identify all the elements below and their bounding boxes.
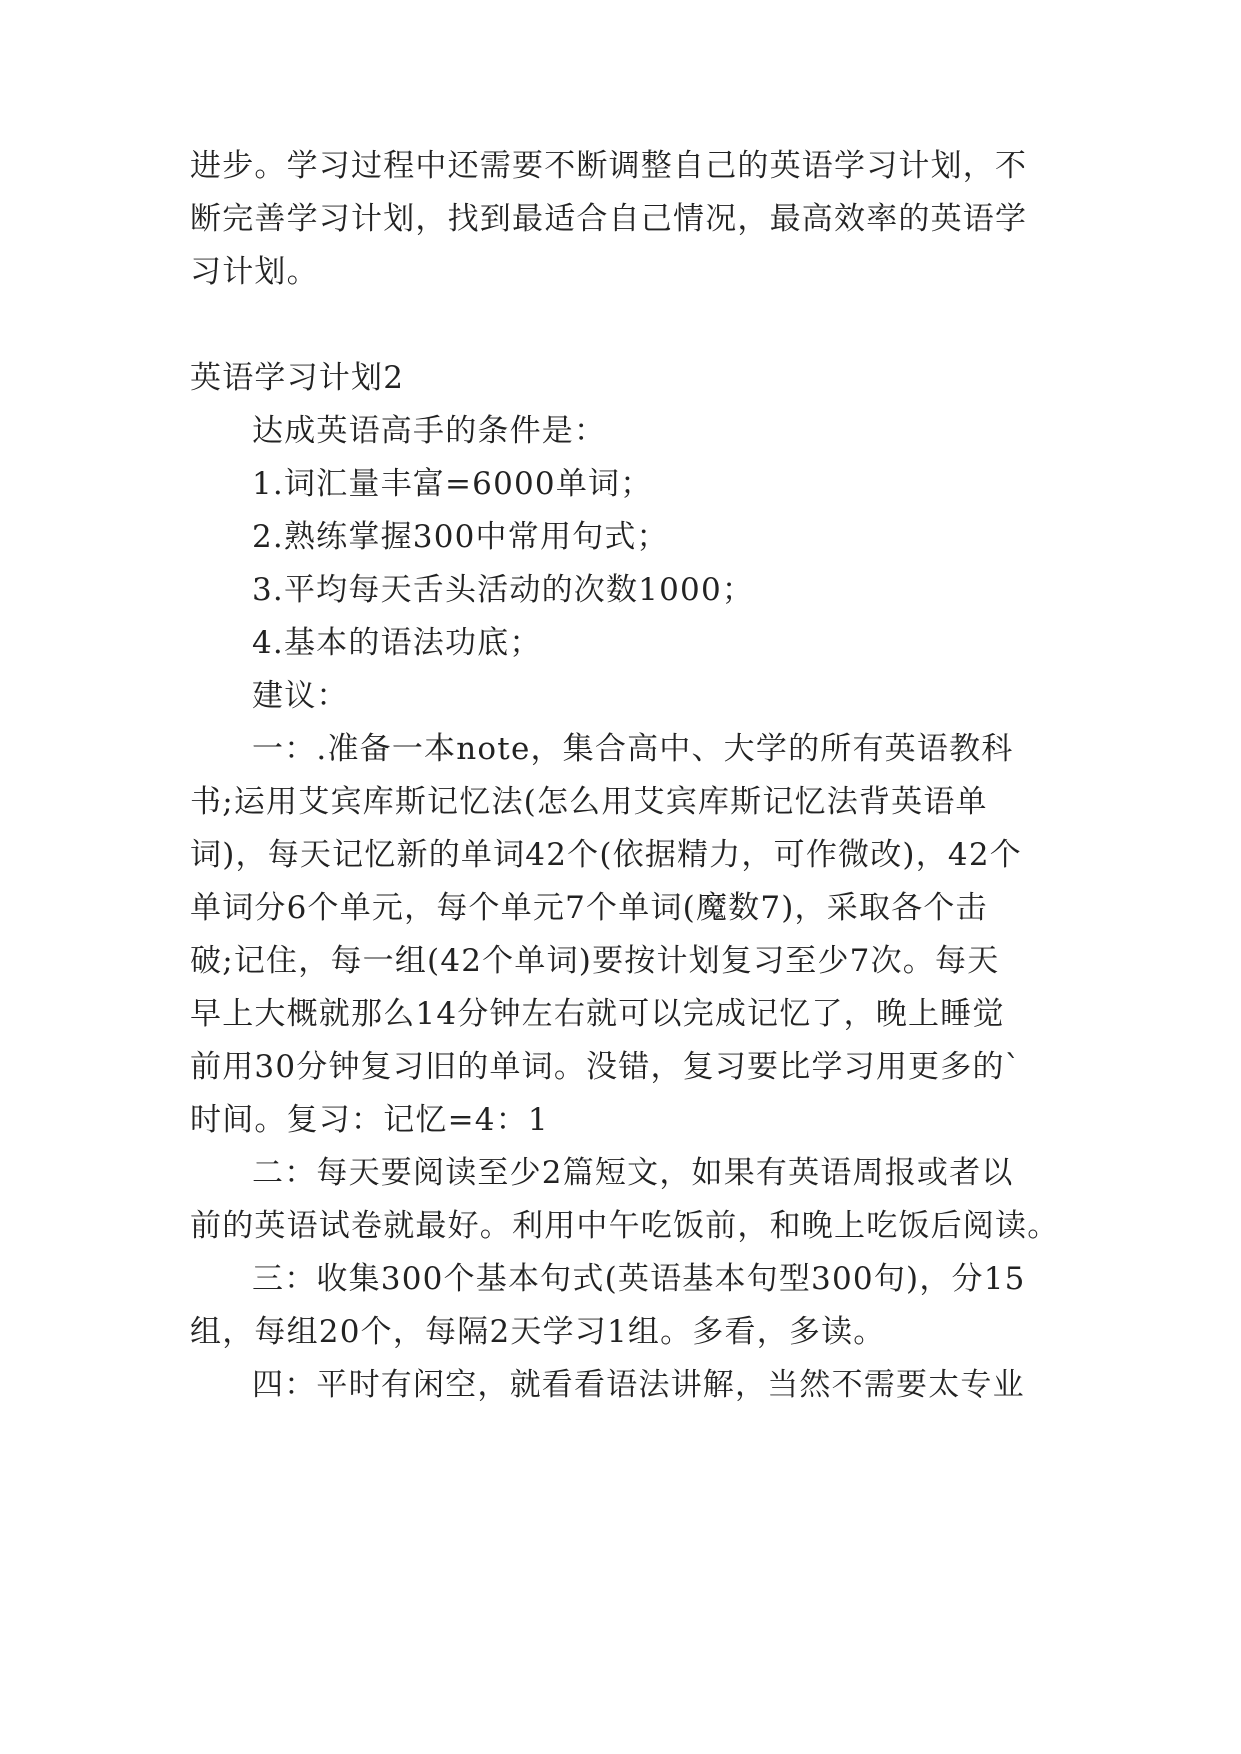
advice-heading: 建议： — [252, 678, 349, 714]
condition-item-3: 3.平均每天舌头活动的次数1000； — [252, 572, 755, 608]
advice-three-line-1: 三：收集300个基本句式(英语基本句型300句)，分15 — [252, 1261, 1026, 1297]
advice-one-line-6: 早上大概就那么14分钟左右就可以完成记忆了，晚上睡觉 — [190, 996, 1005, 1032]
advice-one-line-2: 书;运用艾宾库斯记忆法(怎么用艾宾库斯记忆法背英语单 — [190, 784, 988, 820]
advice-three-line-2: 组，每组20个，每隔2天学习1组。多看，多读。 — [190, 1314, 886, 1350]
condition-item-2: 2.熟练掌握300中常用句式； — [252, 519, 669, 555]
intro-line-1: 进步。学习过程中还需要不断调整自己的英语学习计划，不 — [190, 148, 1028, 184]
advice-two-line-1: 二：每天要阅读至少2篇短文，如果有英语周报或者以 — [252, 1155, 1014, 1191]
section-title: 英语学习计划2 — [190, 360, 405, 396]
advice-one-line-3: 词)，每天记忆新的单词42个(依据精力，可作微改)，42个 — [190, 837, 1022, 873]
condition-item-4: 4.基本的语法功底； — [252, 625, 542, 661]
condition-item-1: 1.词汇量丰富=6000单词； — [252, 466, 653, 502]
conditions-heading: 达成英语高手的条件是： — [252, 413, 607, 449]
advice-two-line-2: 前的英语试卷就最好。利用中午吃饭前，和晚上吃饭后阅读。 — [190, 1208, 1060, 1244]
intro-line-2: 断完善学习计划，找到最适合自己情况，最高效率的英语学 — [190, 201, 1028, 237]
advice-one-line-1: 一：.准备一本note，集合高中、大学的所有英语教科 — [252, 731, 1014, 767]
advice-one-line-5: 破;记住，每一组(42个单词)要按计划复习至少7次。每天 — [190, 943, 1000, 979]
advice-one-line-7: 前用30分钟复习旧的单词。没错，复习要比学习用更多的` — [190, 1049, 1022, 1085]
intro-line-3: 习计划。 — [190, 254, 319, 290]
advice-four-line-1: 四：平时有闲空，就看看语法讲解，当然不需要太专业 — [252, 1367, 1025, 1403]
advice-one-line-4: 单词分6个单元，每个单元7个单词(魔数7)，采取各个击 — [190, 890, 988, 926]
advice-one-line-8: 时间。复习：记忆=4：1 — [190, 1102, 549, 1138]
